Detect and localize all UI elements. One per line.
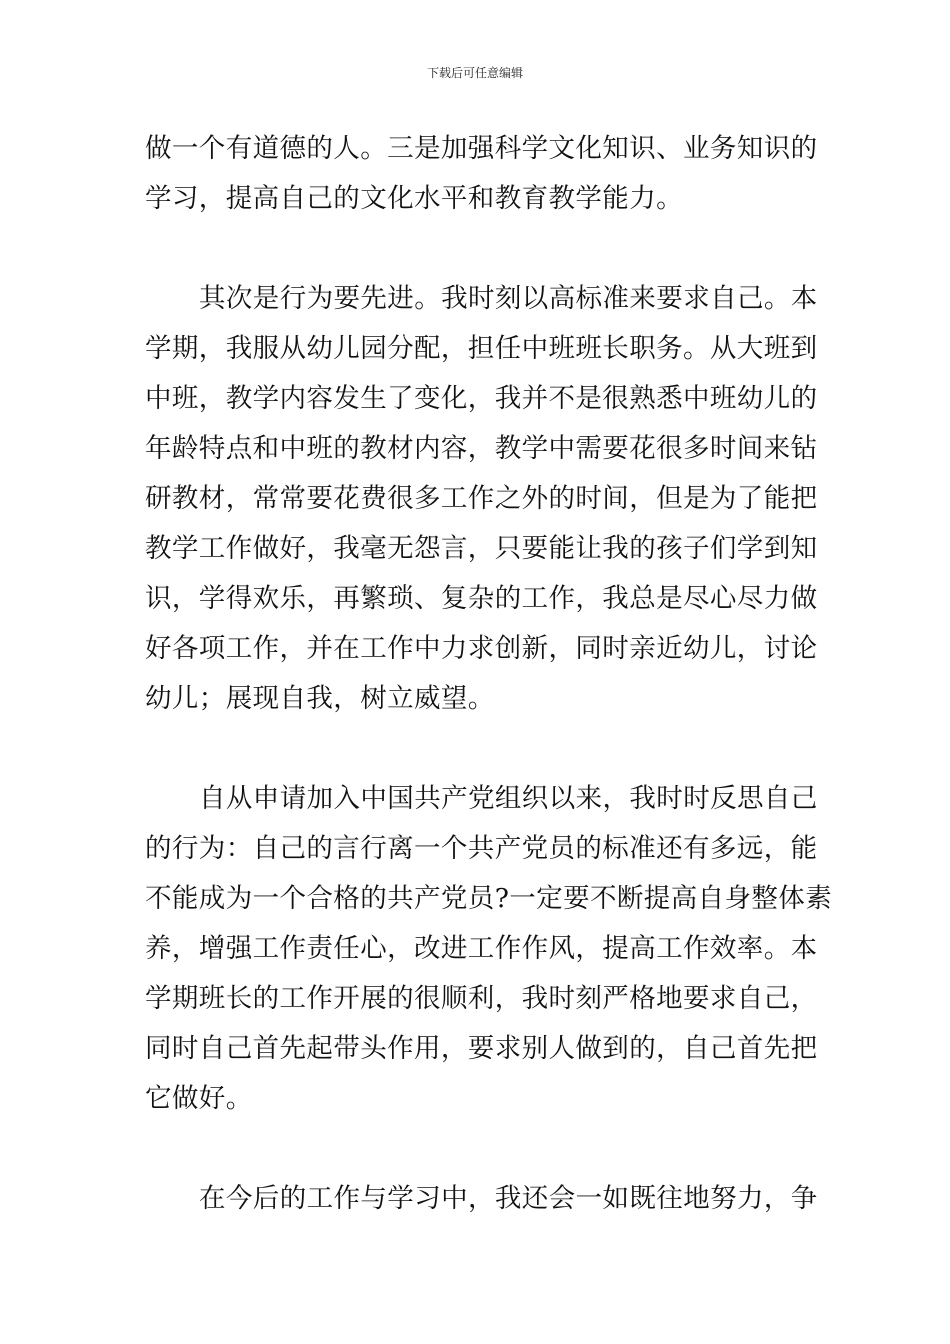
paragraph-3 — [145, 774, 833, 1124]
text-line: 中班，教学内容发生了变化，我并不是很熟悉中班幼儿的 — [145, 383, 818, 414]
text-line: 学习，提高自己的文化水平和教育教学能力。 — [145, 183, 683, 214]
text-line: 在今后的工作与学习中，我还会一如既往地努力，争 — [199, 1183, 818, 1214]
text-line: 养，增强工作责任心，改进工作作风，提高工作效率。本 — [145, 933, 818, 964]
text-line: 不能成为一个合格的共产党员?一定要不断提高自身整体素 — [145, 883, 833, 914]
text-line: 好各项工作，并在工作中力求创新，同时亲近幼儿，讨论 — [145, 633, 818, 664]
text-line: 学期，我服从幼儿园分配，担任中班班长职务。从大班到 — [145, 333, 818, 364]
text-line: 其次是行为要先进。我时刻以高标准来要求自己。本 — [199, 283, 818, 314]
paragraph-1 — [145, 124, 818, 224]
text-line: 同时自己首先起带头作用，要求别人做到的，自己首先把 — [145, 1033, 818, 1064]
text-line: 教学工作做好，我毫无怨言，只要能让我的孩子们学到知 — [145, 533, 818, 564]
text-line: 幼儿；展现自我，树立威望。 — [145, 683, 495, 714]
text-line: 研教材，常常要花费很多工作之外的时间，但是为了能把 — [145, 483, 818, 514]
text-line: 识，学得欢乐，再繁琐、复杂的工作，我总是尽心尽力做 — [145, 583, 818, 614]
page-header: 下载后可任意编辑 — [426, 66, 523, 80]
text-line: 做一个有道德的人。三是加强科学文化知识、业务知识的 — [145, 133, 818, 164]
text-line: 它做好。 — [145, 1083, 253, 1114]
document-body — [145, 124, 833, 1224]
paragraph-spacer — [145, 224, 810, 274]
text-line: 学期班长的工作开展的很顺利，我时刻严格地要求自己， — [145, 983, 818, 1014]
text-line: 自从申请加入中国共产党组织以来，我时时反思自己 — [199, 783, 818, 814]
text-line: 的行为：自己的言行离一个共产党员的标准还有多远，能 — [145, 833, 818, 864]
paragraph-spacer — [145, 1124, 810, 1174]
paragraph-4 — [145, 1174, 818, 1224]
paragraph-spacer — [145, 724, 810, 774]
text-line: 年龄特点和中班的教材内容，教学中需要花很多时间来钻 — [145, 433, 818, 464]
paragraph-2 — [145, 274, 818, 724]
